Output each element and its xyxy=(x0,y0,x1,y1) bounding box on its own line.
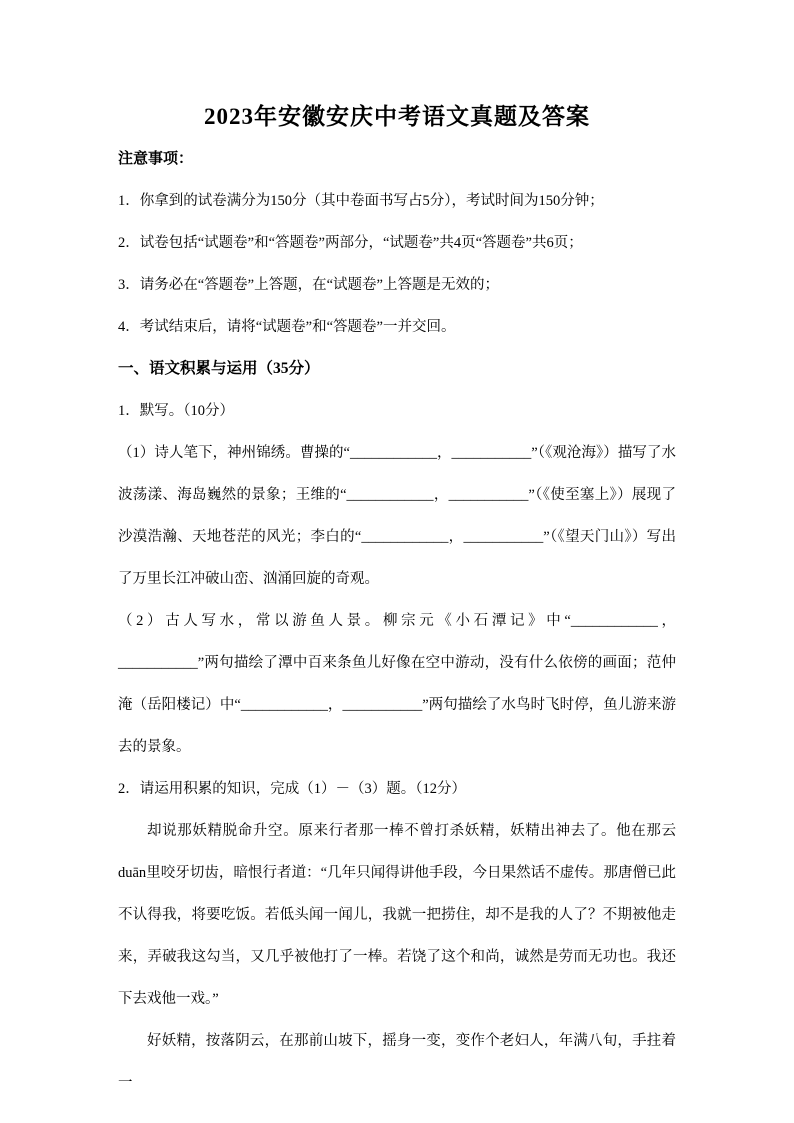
question-2-excerpt-paragraph-1: 却说那妖精脱命升空。原来行者那一棒不曾打杀妖精，妖精出神去了。他在那云duān里咬牙切齿，暗恨行者道：“几年只闻得讲他手段，今日果然话不虚传。那唐僧已此不认得我，将要吃饭。若低头闻一闻儿，我就一把捞住，却不是我的人了？不期被他走来，弄破我这勾当，又几乎被他打了一棒。若饶了这个和尚，诚然是劳而无功也。我还下去戏他一戏。” xyxy=(118,823,676,1007)
notice-header: 注意事项： xyxy=(118,151,194,167)
notice-item-2: 2．试卷包括“试题卷”和“答题卷”两部分，“试题卷”共4页“答题卷”共6页； xyxy=(118,235,583,251)
notice-item-3: 3．请务必在“答题卷”上答题，在“试题卷”上答题是无效的； xyxy=(118,277,499,293)
question-1-part-2: （2）古人写水，常以游鱼人景。柳宗元《小石潭记》中“____________，___________”两句描绘了潭中百来条鱼儿好像在空中游动，没有什么依傍的画面；范仲淹（岳阳楼记）中“____________，___________”两句描绘了水鸟时飞时停，鱼儿游来游去的景象。 xyxy=(118,613,676,755)
page-title: 2023年安徽安庆中考语文真题及答案 xyxy=(204,104,590,129)
question-2-label: 2．请运用积累的知识，完成（1）－（3）题。（12分） xyxy=(118,781,466,797)
section-one-heading: 一、语文积累与运用（35分） xyxy=(118,360,320,377)
question-1-label: 1．默写。（10分） xyxy=(118,403,234,419)
notice-item-1: 1．你拿到的试卷满分为150分（其中卷面书写占5分），考试时间为150分钟； xyxy=(118,193,604,209)
question-2-excerpt-paragraph-2: 好妖精，按落阴云，在那前山坡下，摇身一变，变作个老妇人，年满八旬，手拄着一 xyxy=(118,1033,676,1091)
notice-item-4: 4．考试结束后，请将“试题卷”和“答题卷”一并交回。 xyxy=(118,319,456,335)
question-1-part-1: （1）诗人笔下，神州锦绣。曹操的“____________，___________”（《观沧海》）描写了水波荡漾、海岛巍然的景象；王维的“____________，___________”（《使至塞上》）展现了沙漠浩瀚、天地苍茫的风光；李白的“____________，___________”（《望天门山》）写出了万里长江冲破山峦、汹涌回旋的奇观。 xyxy=(118,445,676,587)
